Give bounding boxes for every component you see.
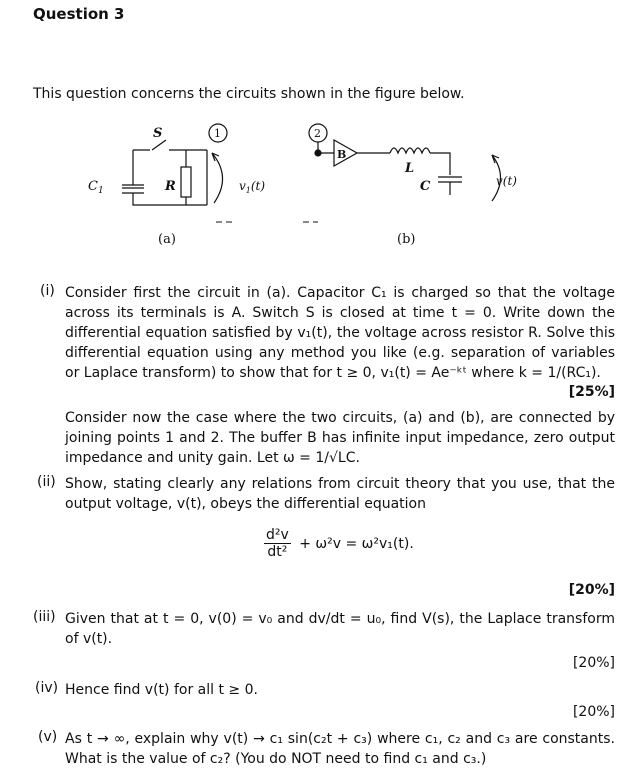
part-i-mark: [25%] <box>568 384 615 400</box>
circuit-figure <box>0 115 637 250</box>
c1-plates <box>122 188 144 193</box>
part-iii-text: Given that at t = 0, v(0) = v₀ and dv/dt = u₀, find V(s), the Laplace transform of v(t). <box>65 611 615 647</box>
part-i-text: Consider first the circuit in (a). Capacitor C₁ is charged so that the voltage across its terminals is A. Switch S is closed at time t = 0. Write down the differential equation satisfied by v₁(t), the voltage across resistor R. Solve this differential equation using any method you like (e.g. separation of variables or Laplace transform) to show that for t ≥ 0, v₁(t) = Ae⁻ᵏᵗ where k = 1/(RC₁). <box>65 285 615 381</box>
part-v-text: As t → ∞, explain why v(t) → c₁ sin(c₂t + c₃) where c₁, c₂ and c₃ are constants. What is the value of c₂? (You do NOT need to find c₁ and c₃.) <box>65 731 615 767</box>
c1-label: $C_1$ <box>88 179 104 196</box>
question-title: Question 3 <box>33 5 125 23</box>
node-2-label: 2 <box>314 127 321 140</box>
part-iii-mark: [20%] <box>572 655 615 671</box>
differential-equation <box>264 527 414 560</box>
switch-s <box>133 140 207 150</box>
node-1-label: 1 <box>214 127 221 140</box>
part-iv-text: Hence find v(t) for all t ≥ 0. <box>65 682 258 698</box>
bottom-wire-a <box>133 193 207 205</box>
part-iv-mark: [20%] <box>572 704 615 720</box>
eq-numerator: d²v <box>266 527 289 543</box>
vt-label: v(t) <box>496 174 517 188</box>
intro-text: This question concerns the circuits shown in the figure below. <box>33 86 465 102</box>
part-iv-number: (iv) <box>35 680 59 696</box>
part-ii-number: (ii) <box>37 474 56 490</box>
eq-denominator: dt² <box>267 544 288 560</box>
part-iii-number: (iii) <box>33 609 56 625</box>
s-label: S <box>153 126 163 141</box>
buffer-label: B <box>337 148 347 161</box>
context-text: Consider now the case where the two circuits, (a) and (b), are connected by joining points 1 and 2. The buffer B has infinite input impedance, zero output impedance and unity gain. Let ω = 1/√LC. <box>65 410 615 466</box>
caption-b: (b) <box>397 232 416 247</box>
eq-rest: + ω²v = ω²v₁(t). <box>299 535 414 552</box>
part-v-number: (v) <box>38 729 58 745</box>
resistor-r <box>181 167 191 197</box>
l-label: L <box>405 161 415 176</box>
caption-a: (a) <box>158 232 176 247</box>
c-label: C <box>420 179 431 194</box>
part-i-number: (i) <box>40 283 55 299</box>
r-label: R <box>165 179 176 194</box>
c1-lead <box>122 150 144 185</box>
part-ii-text: Show, stating clearly any relations from circuit theory that you use, that the output voltage, v(t), obeys the differential equation <box>65 476 615 512</box>
v1-label: $v_1(t)$ <box>239 179 266 195</box>
part-ii-mark: [20%] <box>568 582 615 598</box>
inductor-l <box>390 148 430 153</box>
voltage-arrow-a <box>212 153 223 203</box>
capacitor-c <box>430 153 462 195</box>
